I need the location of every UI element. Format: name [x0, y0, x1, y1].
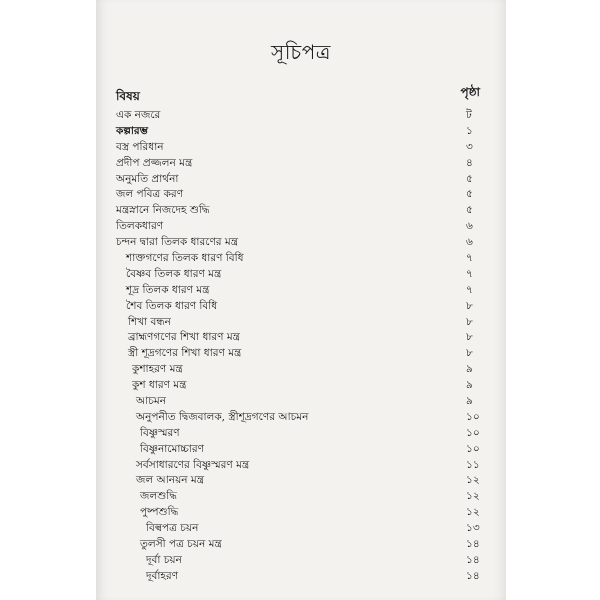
- toc-entry: [116, 426, 480, 442]
- toc-entry: [116, 283, 480, 299]
- toc-entry-title: শাক্তগণের তিলক ধারণ বিধি: [126, 252, 244, 265]
- toc-entry-title: কুশ ধারণ মন্ত্র: [132, 379, 187, 392]
- toc-entry-page: ১: [466, 124, 473, 137]
- toc-entry-title: ব্রাহ্মণগণের শিখা ধারণ মন্ত্র: [128, 331, 240, 344]
- toc-entry-title: প্রদীপ প্রজ্জলন মন্ত্র: [116, 156, 193, 169]
- toc-entry-title: বিল্বপত্র চয়ন: [146, 522, 199, 535]
- toc-entry-title: মন্ত্রস্নানে নিজদেহ শুদ্ধি: [116, 204, 210, 217]
- toc-entry-page: ৯: [466, 363, 473, 376]
- toc-entry-title: চন্দন দ্বারা তিলক ধারণের মন্ত্র: [116, 236, 239, 249]
- toc-entry-title: জলশুদ্ধি: [140, 490, 177, 503]
- toc-entry-page: ৪: [466, 156, 473, 169]
- toc-entry: [116, 505, 480, 521]
- toc-entry-page: ৯: [466, 395, 473, 408]
- toc-entry-title: অনুমতি প্রার্থনা: [116, 172, 179, 185]
- toc-entry-page: ১১: [466, 458, 480, 471]
- toc-entry-page: ৮: [466, 331, 473, 344]
- toc-entry: [116, 346, 480, 362]
- toc-entry-page: ৬: [466, 220, 473, 233]
- toc-entry-page: ৯: [466, 379, 473, 392]
- toc-entry: [116, 489, 480, 505]
- toc-entry-page: ৮: [466, 299, 473, 312]
- toc-entry: [116, 251, 480, 267]
- toc-entry-title: স্ত্রী শূদ্রগণের শিখা ধারণ মন্ত্র: [128, 347, 242, 360]
- toc-entry: [116, 458, 480, 474]
- page-number-header: পৃষ্ঠা: [460, 85, 480, 99]
- toc-entry-page: ১০: [466, 442, 480, 455]
- toc-entry-title: তিলকধারণ: [116, 220, 164, 233]
- toc-entry: [116, 187, 480, 203]
- toc-entry-title: কল্পারম্ভ: [116, 124, 148, 137]
- toc-entry: [116, 362, 480, 378]
- toc-entry-page: ১৩: [466, 522, 480, 535]
- toc-entry-title: বৈষ্ণব তিলক ধারণ মন্ত্র: [126, 267, 222, 280]
- toc-entry-page: ৫: [466, 188, 473, 201]
- toc-entry: [116, 394, 480, 410]
- toc-entry-page: ১৪: [466, 569, 480, 582]
- toc-entry-page: ৭: [466, 267, 473, 280]
- toc-entry: [116, 156, 480, 172]
- toc-entry-title: এক নজরে: [116, 109, 161, 121]
- toc-entry-title: জল পবিত্র করণ: [116, 188, 184, 201]
- toc-entry: [116, 124, 480, 140]
- toc-entry: [116, 172, 480, 188]
- table-of-contents: [116, 108, 480, 585]
- toc-entry-page: ৭: [466, 252, 473, 265]
- toc-entry-page: ১০: [466, 426, 480, 439]
- toc-entry-page: ৭: [466, 283, 473, 296]
- toc-entry-page: ৮: [466, 347, 473, 360]
- toc-entry: [116, 569, 480, 585]
- toc-header: [116, 85, 480, 106]
- toc-entry-page: ১২: [466, 474, 480, 487]
- toc-entry: [116, 521, 480, 537]
- toc-entry: [116, 442, 480, 458]
- toc-entry-page: ১৪: [466, 553, 480, 566]
- toc-entry: [116, 219, 480, 235]
- toc-entry: [116, 235, 480, 251]
- toc-entry-title: সর্বসাধারণের বিষ্ণুস্মরণ মন্ত্র: [136, 458, 250, 471]
- toc-entry-title: আচমন: [136, 395, 167, 408]
- page-title: সূচিপত্র: [271, 40, 331, 64]
- toc-entry-page: ৫: [466, 204, 473, 217]
- toc-entry-title: বস্ত্র পরিধান: [116, 140, 164, 153]
- toc-entry: [116, 378, 480, 394]
- toc-entry-title: বিষ্ণুস্মরণ: [140, 426, 180, 439]
- toc-entry-title: শূদ্র তিলক ধারণ মন্ত্র: [126, 283, 210, 296]
- toc-entry-title: শিখা বন্ধন: [128, 315, 171, 328]
- toc-entry-title: দূর্বা চয়ন: [146, 553, 182, 566]
- toc-entry: [116, 410, 480, 426]
- toc-entry-title: শৈব তিলক ধারণ বিধি: [126, 299, 218, 312]
- subject-header: বিষয়: [116, 89, 140, 103]
- toc-entry: [116, 537, 480, 553]
- toc-entry-page: ১২: [466, 490, 480, 503]
- toc-entry-title: বিষ্ণুনামোচ্চারণ: [140, 442, 204, 455]
- toc-entry-title: অনুপনীত দ্বিজবালক, স্ত্রীশূদ্রগণের আচমন: [136, 410, 309, 423]
- toc-entry-title: তুলসী পত্র চয়ন মন্ত্র: [140, 538, 222, 551]
- toc-entry-title: দূর্বাহরণ: [146, 569, 179, 582]
- toc-entry-page: ৬: [466, 236, 473, 249]
- toc-entry-page: ৫: [466, 172, 473, 185]
- toc-entry: [116, 203, 480, 219]
- toc-entry-page: ট: [466, 109, 472, 121]
- toc-entry-title: জল আনয়ন মন্ত্র: [136, 474, 204, 487]
- toc-entry: [116, 473, 480, 489]
- toc-entry: [116, 140, 480, 156]
- toc-entry: [116, 553, 480, 569]
- toc-entry-page: ১৪: [466, 538, 480, 551]
- toc-entry-title: পুষ্পশুদ্ধি: [140, 506, 179, 519]
- toc-entry-page: ১০: [466, 410, 480, 423]
- toc-entry-title: কুশাহরণ মন্ত্র: [132, 363, 183, 376]
- book-page: [96, 0, 506, 600]
- toc-entry: [116, 108, 480, 124]
- toc-entry-page: ১২: [466, 506, 480, 519]
- toc-entry-page: ৮: [466, 315, 473, 328]
- toc-entry: [116, 330, 480, 346]
- toc-entry: [116, 315, 480, 331]
- toc-entry: [116, 267, 480, 283]
- toc-entry-page: ৩: [466, 140, 473, 153]
- toc-entry: [116, 299, 480, 315]
